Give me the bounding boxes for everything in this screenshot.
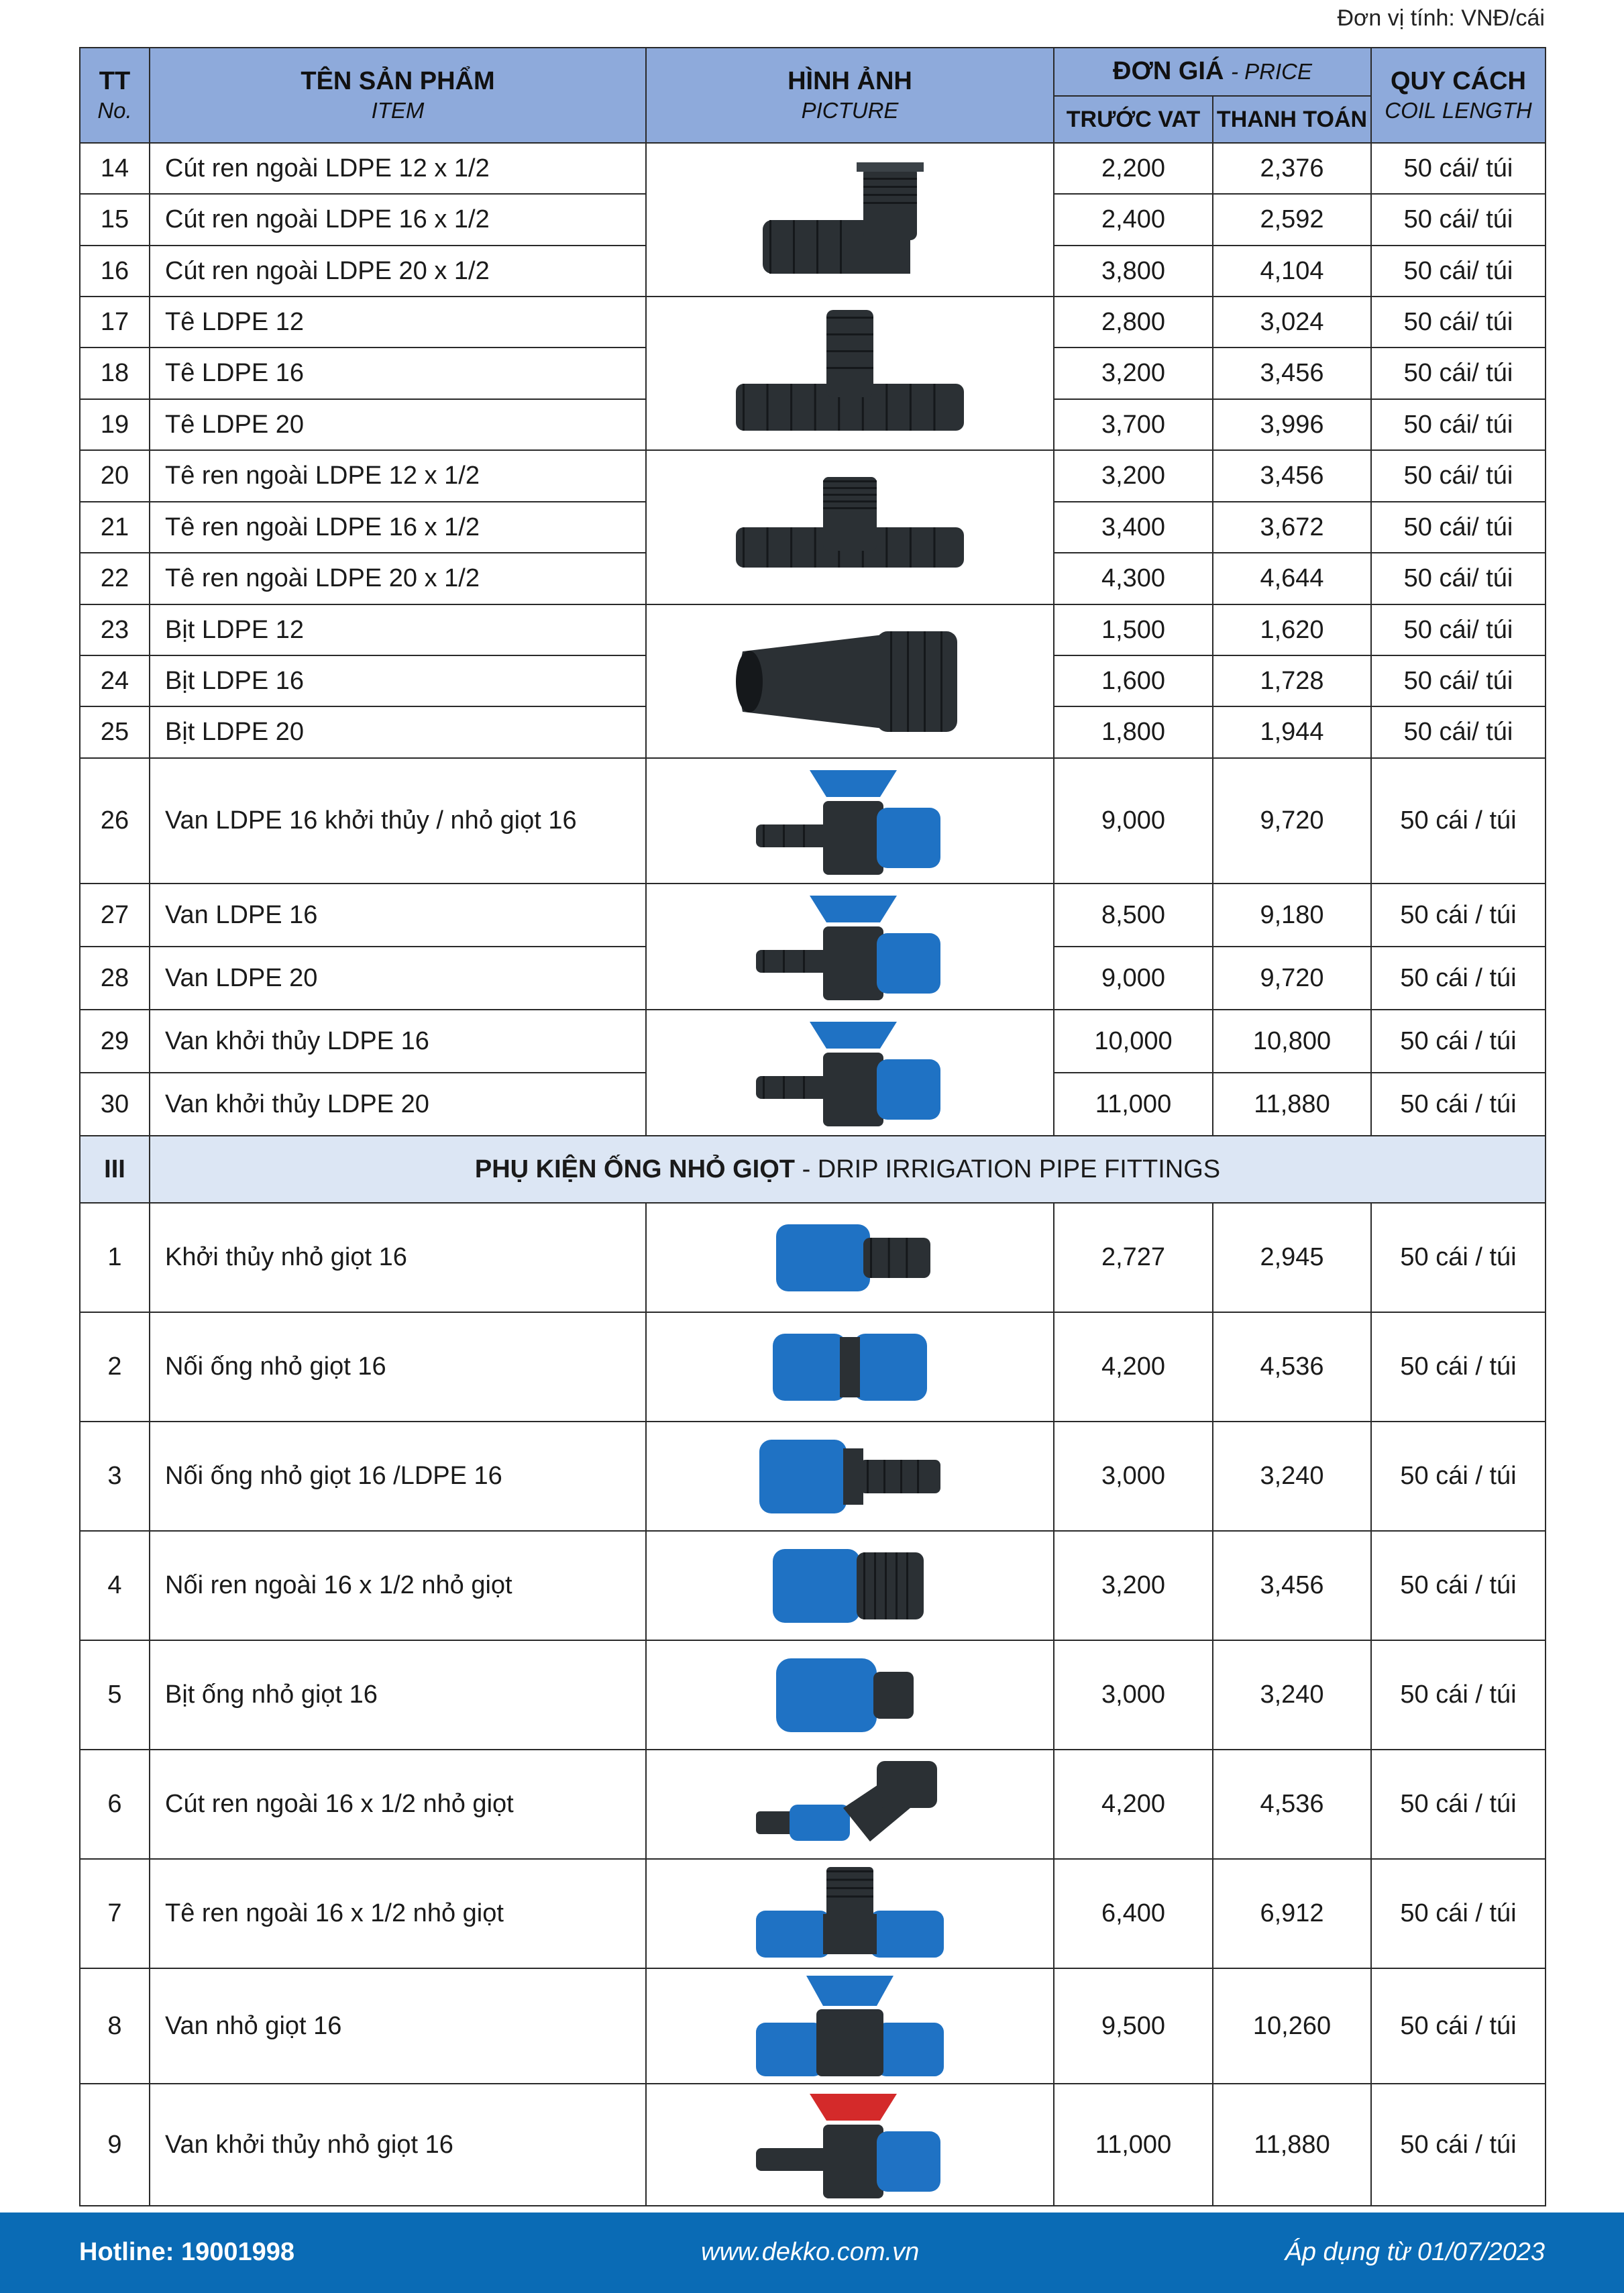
price-before-vat: 11,000: [1054, 2084, 1213, 2206]
product-picture: [646, 1010, 1054, 1136]
price-before-vat: 3,200: [1054, 348, 1213, 399]
row-number: 9: [80, 2084, 150, 2206]
price-payment: 3,456: [1213, 450, 1371, 502]
price-before-vat: 4,200: [1054, 1312, 1213, 1422]
row-number: 20: [80, 450, 150, 502]
product-name: Bịt LDPE 20: [150, 706, 646, 758]
end-cap-icon: [647, 618, 1053, 745]
col-before-vat-header: TRƯỚC VAT: [1054, 96, 1213, 143]
price-before-vat: 6,400: [1054, 1859, 1213, 1968]
table-row: [80, 143, 1546, 194]
row-number: 14: [80, 143, 150, 194]
product-name: Van khởi thủy nhỏ giọt 16: [150, 2084, 646, 2206]
blue-valve-icon: [647, 1012, 1053, 1133]
product-picture: [646, 143, 1054, 297]
price-before-vat: 3,400: [1054, 502, 1213, 553]
product-name: Tê LDPE 12: [150, 297, 646, 348]
table-row: [80, 1531, 1546, 1640]
product-picture: [646, 1422, 1054, 1531]
col-spec-label: QUY CÁCH: [1391, 67, 1526, 96]
section-title-en: - DRIP IRRIGATION PIPE FITTINGS: [802, 1155, 1221, 1183]
packing-spec: 50 cái/ túi: [1371, 604, 1546, 655]
blue-valve-icon: [647, 886, 1053, 1007]
product-name: Cút ren ngoài LDPE 20 x 1/2: [150, 246, 646, 297]
table-row: [80, 1203, 1546, 1312]
price-payment: 1,620: [1213, 604, 1371, 655]
product-picture: [646, 297, 1054, 450]
row-number: 28: [80, 947, 150, 1010]
row-number: 5: [80, 1640, 150, 1750]
packing-spec: 50 cái/ túi: [1371, 399, 1546, 450]
elbow-fitting-icon: [647, 153, 1053, 287]
product-picture: [646, 604, 1054, 758]
row-number: 7: [80, 1859, 150, 1968]
product-name: Cút ren ngoài LDPE 12 x 1/2: [150, 143, 646, 194]
row-number: 16: [80, 246, 150, 297]
hotline[interactable]: Hotline: 19001998: [79, 2238, 295, 2266]
table-row: [80, 450, 1546, 502]
product-name: Bịt LDPE 16: [150, 655, 646, 706]
section-number: III: [80, 1136, 150, 1203]
website-link[interactable]: www.dekko.com.vn: [701, 2238, 920, 2266]
product-name: Cút ren ngoài 16 x 1/2 nhỏ giọt: [150, 1750, 646, 1859]
packing-spec: 50 cái/ túi: [1371, 502, 1546, 553]
product-name: Van LDPE 16 khởi thủy / nhỏ giọt 16: [150, 758, 646, 884]
packing-spec: 50 cái / túi: [1371, 1312, 1546, 1422]
blue-valve-icon: [647, 1969, 1053, 2083]
product-picture: [646, 2084, 1054, 2206]
packing-spec: 50 cái / túi: [1371, 2084, 1546, 2206]
price-before-vat: 2,400: [1054, 194, 1213, 246]
col-tt-label: TT: [99, 67, 131, 96]
col-tt-header: [80, 48, 150, 143]
col-name-label-en: ITEM: [371, 98, 425, 123]
price-payment: 4,644: [1213, 553, 1371, 604]
drip-ldpe-coupler-icon: [647, 1430, 1053, 1524]
packing-spec: 50 cái / túi: [1371, 947, 1546, 1010]
price-before-vat: 4,200: [1054, 1750, 1213, 1859]
row-number: 3: [80, 1422, 150, 1531]
table-row: [80, 884, 1546, 947]
price-payment: 2,592: [1213, 194, 1371, 246]
price-before-vat: 3,800: [1054, 246, 1213, 297]
packing-spec: 50 cái / túi: [1371, 1750, 1546, 1859]
col-picture-label: HÌNH ẢNH: [788, 67, 912, 96]
product-name: Bịt LDPE 12: [150, 604, 646, 655]
price-before-vat: 9,500: [1054, 1968, 1213, 2084]
packing-spec: 50 cái / túi: [1371, 1531, 1546, 1640]
price-before-vat: 9,000: [1054, 947, 1213, 1010]
section-header-row: [80, 1136, 1546, 1203]
table-row: [80, 297, 1546, 348]
packing-spec: 50 cái/ túi: [1371, 348, 1546, 399]
drip-elbow-icon: [647, 1754, 1053, 1855]
price-payment: 3,456: [1213, 1531, 1371, 1640]
table-row: [80, 1859, 1546, 1968]
threaded-coupler-icon: [647, 1539, 1053, 1633]
row-number: 24: [80, 655, 150, 706]
price-before-vat: 11,000: [1054, 1073, 1213, 1136]
row-number: 23: [80, 604, 150, 655]
row-number: 6: [80, 1750, 150, 1859]
price-before-vat: 1,500: [1054, 604, 1213, 655]
row-number: 27: [80, 884, 150, 947]
col-price-label-en: - PRICE: [1230, 59, 1312, 85]
price-before-vat: 2,800: [1054, 297, 1213, 348]
price-before-vat: 2,200: [1054, 143, 1213, 194]
price-payment: 6,912: [1213, 1859, 1371, 1968]
threaded-tee-icon: [647, 467, 1053, 588]
packing-spec: 50 cái/ túi: [1371, 297, 1546, 348]
product-picture: [646, 450, 1054, 604]
drip-starter-icon: [647, 1214, 1053, 1301]
col-price-header: [1054, 48, 1371, 96]
packing-spec: 50 cái / túi: [1371, 1859, 1546, 1968]
row-number: 2: [80, 1312, 150, 1422]
product-picture: [646, 1640, 1054, 1750]
price-payment: 9,180: [1213, 884, 1371, 947]
price-payment: 9,720: [1213, 947, 1371, 1010]
col-payment-header: THANH TOÁN: [1213, 96, 1371, 143]
product-picture: [646, 1968, 1054, 2084]
row-number: 8: [80, 1968, 150, 2084]
col-price-label: ĐƠN GIÁ: [1113, 57, 1224, 86]
price-before-vat: 2,727: [1054, 1203, 1213, 1312]
product-name: Tê ren ngoài LDPE 16 x 1/2: [150, 502, 646, 553]
row-number: 4: [80, 1531, 150, 1640]
price-payment: 2,945: [1213, 1203, 1371, 1312]
price-payment: 3,240: [1213, 1640, 1371, 1750]
row-number: 17: [80, 297, 150, 348]
price-table: [79, 47, 1546, 2206]
price-payment: 10,260: [1213, 1968, 1371, 2084]
product-name: Van LDPE 20: [150, 947, 646, 1010]
price-payment: 1,944: [1213, 706, 1371, 758]
col-name-header: [150, 48, 646, 143]
row-number: 18: [80, 348, 150, 399]
footer-bar: [0, 2212, 1624, 2293]
packing-spec: 50 cái / túi: [1371, 1073, 1546, 1136]
row-number: 30: [80, 1073, 150, 1136]
table-row: [80, 1640, 1546, 1750]
product-name: Van nhỏ giọt 16: [150, 1968, 646, 2084]
table-row: [80, 1422, 1546, 1531]
row-number: 1: [80, 1203, 150, 1312]
table-row: [80, 1312, 1546, 1422]
packing-spec: 50 cái / túi: [1371, 884, 1546, 947]
packing-spec: 50 cái / túi: [1371, 1203, 1546, 1312]
product-name: Van khởi thủy LDPE 20: [150, 1073, 646, 1136]
drip-coupler-icon: [647, 1324, 1053, 1411]
table-row: [80, 1968, 1546, 2084]
packing-spec: 50 cái/ túi: [1371, 706, 1546, 758]
packing-spec: 50 cái / túi: [1371, 1640, 1546, 1750]
product-name: Nối ống nhỏ giọt 16: [150, 1312, 646, 1422]
product-name: Tê ren ngoài 16 x 1/2 nhỏ giọt: [150, 1859, 646, 1968]
product-picture: [646, 884, 1054, 1010]
table-row: [80, 604, 1546, 655]
product-name: Van khởi thủy LDPE 16: [150, 1010, 646, 1073]
packing-spec: 50 cái / túi: [1371, 1422, 1546, 1531]
product-name: Tê LDPE 16: [150, 348, 646, 399]
blue-valve-icon: [647, 761, 1053, 882]
packing-spec: 50 cái/ túi: [1371, 655, 1546, 706]
row-number: 26: [80, 758, 150, 884]
price-payment: 10,800: [1213, 1010, 1371, 1073]
packing-spec: 50 cái/ túi: [1371, 194, 1546, 246]
col-picture-header: [646, 48, 1054, 143]
packing-spec: 50 cái / túi: [1371, 758, 1546, 884]
table-row: [80, 2084, 1546, 2206]
price-before-vat: 4,300: [1054, 553, 1213, 604]
product-name: Bịt ống nhỏ giọt 16: [150, 1640, 646, 1750]
price-before-vat: 8,500: [1054, 884, 1213, 947]
effective-date: Áp dụng từ 01/07/2023: [1285, 2238, 1545, 2266]
row-number: 15: [80, 194, 150, 246]
price-payment: 3,456: [1213, 348, 1371, 399]
price-payment: 3,240: [1213, 1422, 1371, 1531]
table-row: [80, 758, 1546, 884]
col-tt-label-en: No.: [97, 98, 132, 123]
price-payment: 2,376: [1213, 143, 1371, 194]
packing-spec: 50 cái / túi: [1371, 1010, 1546, 1073]
price-payment: 3,996: [1213, 399, 1371, 450]
product-name: Tê ren ngoài LDPE 12 x 1/2: [150, 450, 646, 502]
price-before-vat: 1,800: [1054, 706, 1213, 758]
product-picture: [646, 1750, 1054, 1859]
price-payment: 1,728: [1213, 655, 1371, 706]
tee-fitting-icon: [647, 303, 1053, 444]
price-payment: 11,880: [1213, 1073, 1371, 1136]
price-before-vat: 3,200: [1054, 1531, 1213, 1640]
row-number: 19: [80, 399, 150, 450]
packing-spec: 50 cái/ túi: [1371, 143, 1546, 194]
packing-spec: 50 cái/ túi: [1371, 450, 1546, 502]
col-spec-label-en: COIL LENGTH: [1385, 98, 1532, 123]
product-name: Cút ren ngoài LDPE 16 x 1/2: [150, 194, 646, 246]
price-payment: 4,536: [1213, 1312, 1371, 1422]
table-row: [80, 1750, 1546, 1859]
col-name-label: TÊN SẢN PHẨM: [301, 67, 495, 96]
price-payment: 3,672: [1213, 502, 1371, 553]
col-spec-header: [1371, 48, 1546, 143]
price-before-vat: 1,600: [1054, 655, 1213, 706]
product-picture: [646, 1531, 1054, 1640]
red-valve-icon: [647, 2084, 1053, 2205]
section-title: [150, 1136, 1546, 1203]
product-name: Nối ren ngoài 16 x 1/2 nhỏ giọt: [150, 1531, 646, 1640]
product-name: Tê ren ngoài LDPE 20 x 1/2: [150, 553, 646, 604]
product-name: Tê LDPE 20: [150, 399, 646, 450]
packing-spec: 50 cái/ túi: [1371, 246, 1546, 297]
row-number: 22: [80, 553, 150, 604]
price-before-vat: 3,200: [1054, 450, 1213, 502]
product-picture: [646, 758, 1054, 884]
drip-tee-icon: [647, 1860, 1053, 1968]
col-picture-label-en: PICTURE: [801, 98, 899, 123]
price-payment: 4,536: [1213, 1750, 1371, 1859]
drip-end-cap-icon: [647, 1648, 1053, 1742]
price-payment: 9,720: [1213, 758, 1371, 884]
table-row: [80, 1010, 1546, 1073]
price-before-vat: 9,000: [1054, 758, 1213, 884]
product-name: Van LDPE 16: [150, 884, 646, 947]
product-picture: [646, 1312, 1054, 1422]
price-before-vat: 3,000: [1054, 1422, 1213, 1531]
price-before-vat: 3,700: [1054, 399, 1213, 450]
packing-spec: 50 cái / túi: [1371, 1968, 1546, 2084]
row-number: 25: [80, 706, 150, 758]
product-picture: [646, 1203, 1054, 1312]
row-number: 29: [80, 1010, 150, 1073]
product-name: Khởi thủy nhỏ giọt 16: [150, 1203, 646, 1312]
price-payment: 3,024: [1213, 297, 1371, 348]
product-picture: [646, 1859, 1054, 1968]
price-payment: 11,880: [1213, 2084, 1371, 2206]
row-number: 21: [80, 502, 150, 553]
price-payment: 4,104: [1213, 246, 1371, 297]
price-before-vat: 10,000: [1054, 1010, 1213, 1073]
packing-spec: 50 cái/ túi: [1371, 553, 1546, 604]
unit-note: Đơn vị tính: VNĐ/cái: [1337, 5, 1545, 31]
section-title-vi: PHỤ KIỆN ỐNG NHỎ GIỌT: [474, 1155, 796, 1183]
price-before-vat: 3,000: [1054, 1640, 1213, 1750]
product-name: Nối ống nhỏ giọt 16 /LDPE 16: [150, 1422, 646, 1531]
